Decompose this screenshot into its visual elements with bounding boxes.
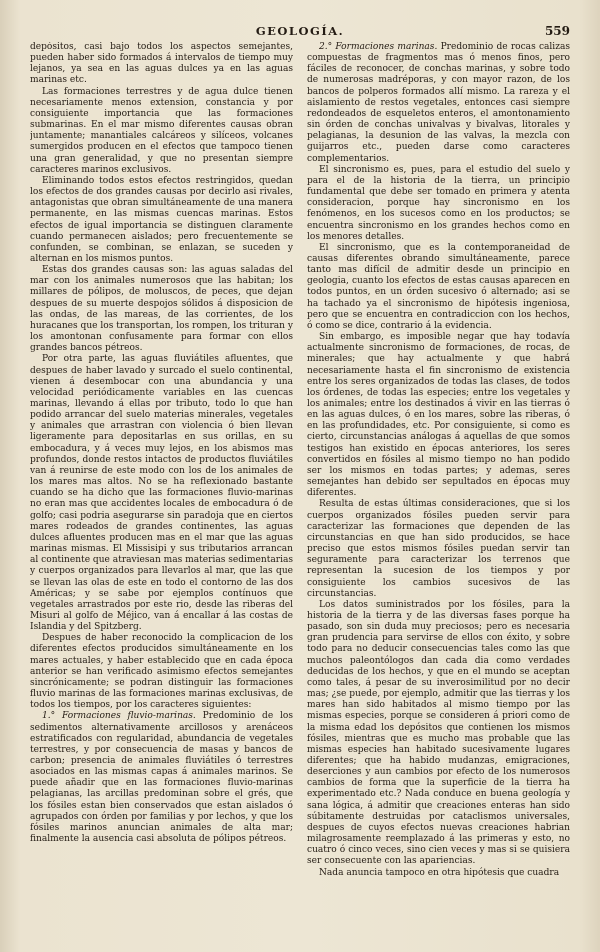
- item-heading: 2.° Formaciones marinas.: [319, 42, 438, 52]
- numbered-item-marinas: [307, 42, 570, 165]
- numbered-item-fluvio-marinas: [30, 711, 293, 845]
- paragraph: Despues de haber reconocido la complicacion de los diferentes efectos producidos simultáneamente en los mares actuales, y haber establecido que en cada época anterior se han verificado asimismo efectos semejantes sincrónicamente; se podran distinguir las formaciones fluvio marinas de las formaciones marinas exclusivas, de todos los tiempos, por los caracteres siguientes:: [30, 633, 293, 711]
- running-head: [30, 24, 570, 42]
- paragraph: Resulta de estas últimas consideraciones, que si los cuerpos organizados fósiles pueden servir para caracterizar las formaciones que dependen de las circunstancias en que han sido producidos, se hace preciso que estos mismos fósiles puedan servir tan seguramente para caracterizar los terrenos que representan la sucesion de los tiempos y por consiguiente los cambios sucesivos de las circunstancias.: [307, 499, 570, 599]
- paragraph: Los datos suministrados por los fósiles, para la historia de la tierra y de las diversas fases porque ha pasado, son sin duda muy preciosos; pero es necesaria gran prudencia para servirse de ellos con éxito, y sobre todo para no deducir consecuencias tales como las que muchos paleontólogos dan cada dia como verdades deducidas de los hechos, y que en el mundo se aceptan como tales, á pesar de su inverosimilitud por no decir mas; ¿se puede, por ejemplo, admitir que las tierras y los mares han sido habitados al mismo tiempo por las mismas especies, porque se consideren á priori como de la misma edad los depósitos que contienen los mismos fósiles, mientras que es mucho mas probable que las mismas especies han habitado sucesivamente lugares diferentes; que ha habido mudanzas, emigraciones, deserciones y aun cambios por efecto de los numerosos cambios de forma que la superficie de la tierra ha experimentado etc.? Nada conduce en buena geología y sana lógica, á admitir que creaciones enteras han sido súbitamente destruidas por cataclismos universales, despues de cuyos efectos nuevas creaciones habrian milagrosamente reemplazado á las primeras y esto, no cuatro ó cinco veces, sino cien veces y mas si se quisiera ser consecuente con las apariencias.: [307, 599, 570, 867]
- right-column: [307, 42, 570, 942]
- paragraph: Nada anuncia tampoco en otra hipótesis que cuadra: [319, 867, 560, 878]
- text-columns: [30, 42, 570, 942]
- item-text: Predominio de rocas calizas compuestas de fragmentos mas ó menos finos, pero fáciles de reconocer, de conchas marinas, y sobre todo de numerosas madréporas, y con mayor razon, de los bancos de polperos formados allí mismo. La rareza y el aislamiento de restos vegetales, entonces casi siempre redondeados de esqueletos enteros, el amontonamiento sin órden de conchas univalvas y bivalvas, litorales y pelagianas, la desunion de las valvas, la mezcla con guijarros etc., pueden darse como caracteres complementarios.: [307, 42, 570, 164]
- item-heading: 1.° Formaciones fluvio-marinas.: [42, 711, 196, 722]
- page-number: 559: [544, 24, 570, 38]
- paragraph: Por otra parte, las aguas fluviátiles afluentes, que despues de haber lavado y surcado el suelo continental, vienen á desembocar con una abundancia y una velocidad periódicamente variables en las cuencas marinas, llevando á ellas por tributo, todo lo que han podido arrancar del suelo materias minerales, vegetales y animales que arrastran con violencia ó bien llevan ligeramente para depositarlas en sus orillas, en su embocadura, y á veces muy lejos, en los abismos mas profundos, donde restos intactos de productos fluviátiles van á reunirse de este modo con los de los animales de los mares mas altos. No se ha reflexionado bastante cuando se ha dicho que las formaciones fluvio-marinas no eran mas que accidentes locales de embocadura ó de golfo; casi podria asegurarse sin paradoja que en ciertos mares rodeados de grandes continentes, las aguas dulces afluentes producen mas en el mar que las aguas marinas mismas. El Missisipi y sus tributarios arrancan al continente que atraviesan mas materias sedimentarias y cuerpos organizados para llevarlos al mar, que las que se llevan las olas de este en todo el contorno de las dos Américas; y se sabe por ejemplos contínuos que vegetales arrastrados por este rio, desde las riberas del Misuri al golfo de Méjico, van á encallar á las costas de Islandia y del Spitzberg.: [30, 354, 293, 633]
- running-title: GEOLOGÍA.: [255, 24, 345, 38]
- left-column: [30, 42, 293, 942]
- paragraph: El sincronismo, que es la contemporaneidad de causas diferentes obrando simultáneamente, parece tanto mas difícil de admitir desde un principio en geologia, cuanto los efectos de estas causas aparecen en todos puntos, en un órden sucesivo ó alternado; asi se ha tachado ya el sincronismo de hipótesis ingeniosa, pero que se encuentra en contradiccion con los hechos, ó como se dice, contrario á la evidencia.: [307, 242, 570, 331]
- paragraph: El sincronismo es, pues, para el estudio del suelo y para el de la historia de la tierra, un principio fundamental que debe ser tomado en primera y atenta consideracion, porque hay sincronismo en los fenómenos, en los sucesos como en los productos; se encuentra sincronismo en los grandes hechos como en los menores detalles.: [307, 164, 570, 242]
- paragraph: Sin embargo, es imposible negar que hay todavía actualmente sincronismo de formaciones, de rocas, de minerales; que hay actualmente y que habrá necesariamente hasta el fin sincronismo de existencia entre los seres organizados de todas las clases, de todos los órdenes, de todas las especies; entre los vegetales y los animales; entre los destinados á vivir en las tierras ó en las aguas dulces, ó en los mares, sobre las riberas, ó en las profundidades, etc. Por consiguiente, si como es cierto, circunstancias análogas á aquellas de que somos testigos han existido en épocas anteriores, los seres convertidos en fósiles al mismo tiempo no han podido ser los mismos en todas partes; y ademas, seres semejantes han debido ser sepultados en épocas muy diferentes.: [307, 332, 570, 499]
- paragraph: Eliminando todos estos efectos restringidos, quedan los efectos de dos grandes causas por decirlo asi rivales, antagonistas que obran simultáneamente de una manera permanente, en las mismas cuencas marinas. Estos efectos de igual importancia se distinguen claramente cuando permanecen aislados; pero frecuentemente se confunden, se combinan, se enlazan, se suceden y alternan en los mismos puntos.: [30, 175, 293, 264]
- paragraph: Estas dos grandes causas son: las aguas saladas del mar con los animales numerosos que las habitan; los millares de pólipos, de moluscos, de peces, que dejan despues de su muerte despojos sólidos á disposicion de las ondas, de las mareas, de las corrientes, de los huracanes que los transportan, los rompen, los trituran y los amontonan confusamente para formar con ellos grandes bancos pétreos.: [30, 265, 293, 354]
- item-text: Predominio de los sedimentos alternativamente arcillosos y arenáceos estratificados con regularidad, abundancia de vegetales terrestres, y por consecuencia de masas y bancos de carbon; presencia de animales fluviátiles ó terrestres asociados en las mismas capas á animales marinos. Se puede añadir que en las formaciones fluvio-marinas pelagianas, las arcillas predominan sobre el grés, que los fósiles estan bien conservados que estan aislados ó agrupados con órden por familias y por lechos, y que los fósiles marinos anuncian animales de alta mar; finalmente la ausencia casi absoluta de pólipos pétreos.: [30, 711, 293, 845]
- paragraph: depósitos, casi bajo todos los aspectos semejantes, pueden haber sido formados á intervalos de tiempo muy lejanos, ya sea en las aguas dulces ya en las aguas marinas etc.: [30, 42, 293, 86]
- paragraph: Las formaciones terrestres y de agua dulce tienen necesariamente menos extension, constancia y por consiguiente importancia que las formaciones submarinas. En el mar mismo diferentes causas obran juntamente; manantiales calcáreos y silíceos, volcanes sumergidos producen en el efectos que tampoco tienen una gran generalidad, y que no presentan siempre caracteres marinos exclusivos.: [30, 86, 293, 175]
